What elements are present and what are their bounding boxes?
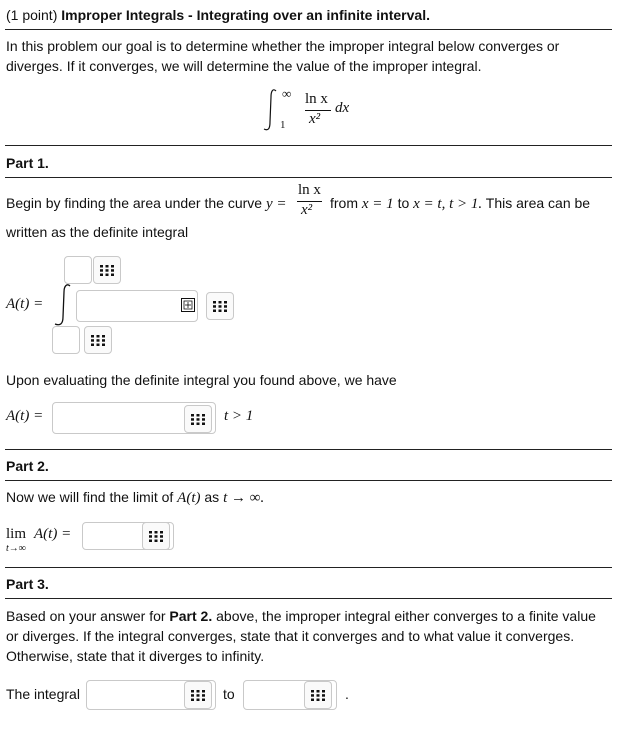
text-from: from (330, 195, 358, 211)
part2-text (6, 489, 264, 507)
text-to: to (397, 195, 410, 211)
to-label: to (223, 686, 235, 702)
curve-lhs: y = (265, 196, 287, 212)
upper-limit-input[interactable] (64, 256, 92, 284)
grid-icon (91, 335, 105, 346)
divider (5, 29, 612, 30)
a-of-t-label: A(t) = (6, 296, 44, 312)
divider (5, 598, 612, 599)
integral-sign (52, 283, 74, 330)
part1-text-line-1b (330, 195, 590, 213)
evaluation-text: Upon evaluating the definite integral you found above, we have (6, 372, 397, 388)
a-of-t-math-button[interactable] (184, 405, 212, 433)
part1-text-line-2: written as the definite integral (6, 224, 189, 240)
x-eq-t: x = t, t > 1. (413, 196, 483, 212)
lower-limit-input[interactable] (52, 326, 80, 354)
integral-display (262, 88, 372, 136)
problem-header (6, 7, 430, 23)
divider (5, 177, 612, 178)
part3-heading: Part 3. (6, 576, 49, 592)
lower-limit: 1 (280, 119, 286, 131)
grid-icon (191, 414, 205, 425)
divider (5, 449, 612, 450)
t-to-infinity: t → ∞. (223, 490, 265, 506)
a-of-t: A(t) (177, 490, 201, 506)
differential: dx (335, 100, 350, 116)
converge-value-math-button[interactable] (304, 681, 332, 709)
t-condition: t > 1 (224, 408, 254, 424)
part3-line-2: or diverges. If the integral converges, state that it converges and to what value it converges. (6, 628, 575, 644)
grid-icon (100, 265, 114, 276)
part3-text-c: above, the improper integral either converges to a finite value (216, 608, 596, 624)
part3-ref: Part 2. (169, 608, 213, 624)
preview-icon[interactable] (181, 298, 199, 314)
curve-denominator: x² (301, 202, 313, 218)
the-integral-label: The integral (6, 686, 80, 702)
upper-limit: ∞ (282, 86, 292, 101)
integrand-math-button[interactable] (206, 292, 234, 320)
part1-heading: Part 1. (6, 155, 49, 171)
integrand-input[interactable] (76, 290, 198, 322)
text-as: as (204, 489, 220, 505)
part2-text-a: Now we will find the limit of (6, 489, 174, 505)
divider (5, 480, 612, 481)
part3-line-1 (6, 608, 596, 624)
intro-line-2: diverges. If it converges, we will determine the value of the improper integral. (6, 58, 482, 74)
grid-icon (149, 531, 163, 542)
grid-icon (311, 690, 325, 701)
part3-line-3: Otherwise, state that it diverges to infinity. (6, 648, 265, 664)
grid-icon (191, 690, 205, 701)
converge-status-math-button[interactable] (184, 681, 212, 709)
integral-sign (262, 88, 280, 135)
part1-text-b: This area can be (485, 195, 591, 211)
curve-numerator: ln x (298, 182, 321, 198)
points-label: (1 point) (6, 7, 58, 23)
curve-fraction (296, 182, 324, 222)
part2-heading: Part 2. (6, 458, 49, 474)
limit-math-button[interactable] (142, 522, 170, 550)
grid-icon (213, 301, 227, 312)
limit-subscript: t→∞ (6, 543, 26, 554)
integrand-numerator: ln x (305, 91, 328, 107)
x-eq-1: x = 1 (361, 196, 394, 212)
divider (5, 567, 612, 568)
limit-label: lim (6, 526, 27, 542)
upper-limit-math-button[interactable] (93, 256, 121, 284)
part3-text-a: Based on your answer for (6, 608, 166, 624)
intro-line-1: In this problem our goal is to determine whether the improper integral below converges or (6, 38, 560, 54)
divider (5, 145, 612, 146)
a-of-t-label-2: A(t) = (6, 408, 44, 424)
limit-a-label: A(t) = (34, 526, 72, 542)
part1-text-line-1 (6, 195, 286, 213)
trailing-period: . (345, 686, 349, 702)
part1-text-a: Begin by finding the area under the curve (6, 195, 263, 211)
integrand-denominator: x² (309, 111, 321, 127)
lower-limit-math-button[interactable] (84, 326, 112, 354)
problem-title: Improper Integrals - Integrating over an infinite interval. (61, 7, 430, 23)
